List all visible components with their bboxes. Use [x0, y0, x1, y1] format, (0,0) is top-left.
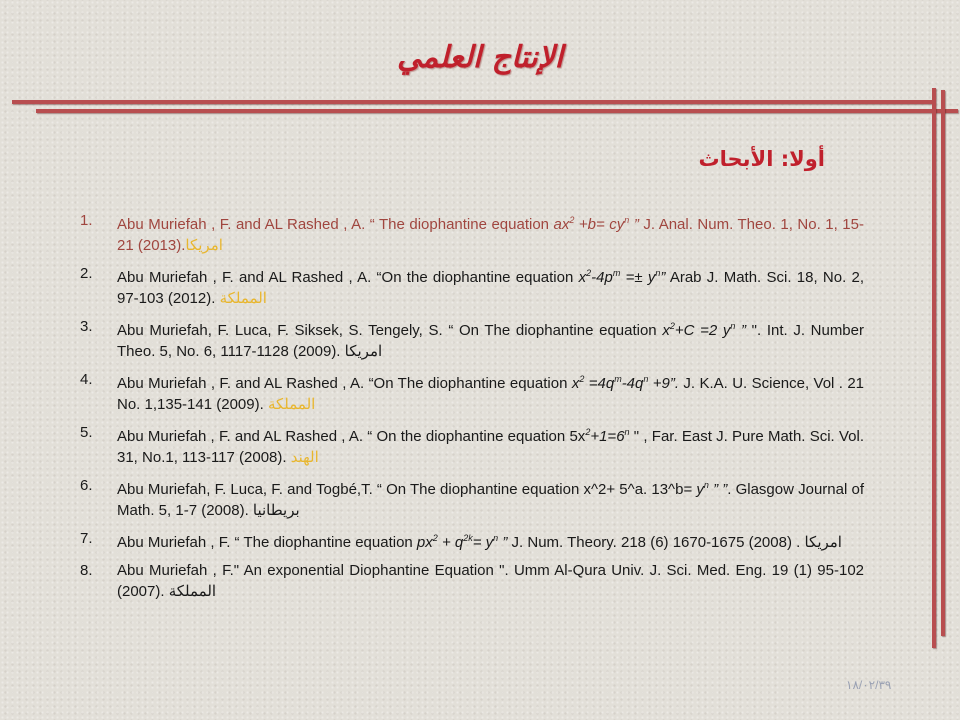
- formula-term: + q: [437, 534, 464, 551]
- formula-term: +1=6: [590, 428, 625, 445]
- reference-citation: Abu Muriefah, F. Luca, F. Siksek, S. Tengely, S. “ On The diophantine equation: [117, 322, 663, 339]
- equation-formula: [662, 322, 746, 339]
- formula-exponent: n: [703, 480, 709, 490]
- reference-journal: . Glasgow Journal of Math. 5, 1-7 (2008).: [117, 481, 864, 519]
- reference-journal: " , Far. East J. Pure Math. Sci. Vol. 31, No.1, 113-117 (2008).: [117, 428, 864, 466]
- reference-item: [80, 316, 864, 362]
- reference-journal: J. Num. Theory. 218 (6) 1670-1675 (2008) .: [507, 534, 805, 551]
- equation-formula: [585, 428, 629, 445]
- reference-journal: ". Int. J. Number Theo. 5, No. 6, 1117-1128 (2009).: [117, 322, 864, 360]
- reference-item: [80, 560, 864, 602]
- formula-exponent: n: [493, 533, 499, 543]
- reference-journal: Arab J. Math. Sci. 18, No. 2, 97-103 (2012).: [117, 269, 865, 307]
- slide-title: الإنتاج العلمي: [396, 40, 564, 75]
- reference-item: [80, 369, 864, 415]
- formula-term: =4q: [584, 375, 615, 392]
- reference-journal: J. Anal. Num. Theo. 1, No. 1, 15-21 (2013).: [117, 216, 864, 254]
- reference-text: [117, 528, 864, 553]
- publication-country: امريكا: [804, 534, 842, 551]
- reference-number: 7.: [80, 530, 93, 547]
- formula-term: = y: [472, 534, 494, 551]
- formula-term: px: [416, 534, 433, 551]
- formula-exponent: 2: [579, 374, 585, 384]
- slide-date: ١٨/٠٢/٣٩: [846, 678, 892, 692]
- reference-number: 5.: [80, 424, 93, 441]
- publication-country: المملكة: [168, 583, 217, 600]
- reference-number: 2.: [80, 265, 93, 282]
- publication-country: المملكة: [267, 396, 316, 413]
- reference-citation: Abu Muriefah , F. and AL Rashed , A. “ The diophantine equation: [117, 216, 554, 233]
- publication-country: امريكا: [185, 237, 223, 254]
- equation-formula: [572, 375, 679, 392]
- reference-number: 4.: [80, 371, 93, 388]
- reference-item: [80, 528, 864, 553]
- reference-item: [80, 422, 864, 468]
- reference-text: [117, 560, 864, 602]
- formula-term: ”: [735, 322, 747, 339]
- formula-term: ” ”: [708, 481, 728, 498]
- formula-exponent: n: [643, 374, 649, 384]
- publication-country: المملكة: [219, 290, 267, 307]
- equation-formula: [417, 534, 507, 551]
- formula-exponent: n: [655, 268, 661, 278]
- formula-exponent: 2: [585, 427, 591, 437]
- reference-number: 1.: [80, 212, 93, 229]
- formula-term: -4p: [591, 269, 613, 286]
- equation-formula: [579, 269, 666, 286]
- formula-term: ax: [553, 216, 570, 233]
- formula-term: +9”.: [648, 375, 680, 392]
- formula-exponent: n: [624, 215, 630, 225]
- reference-item: [80, 475, 864, 521]
- publication-country: بريطانيا: [252, 502, 300, 519]
- reference-number: 6.: [80, 477, 93, 494]
- decorative-rule-bottom: [36, 109, 958, 113]
- reference-item: [80, 263, 864, 309]
- formula-exponent: n: [730, 321, 736, 331]
- formula-term: ”: [629, 216, 639, 233]
- formula-exponent: m: [612, 268, 621, 278]
- formula-exponent: 2: [669, 321, 675, 331]
- formula-exponent: n: [624, 427, 630, 437]
- decorative-rule-vertical-right: [941, 90, 945, 636]
- formula-term: x: [662, 322, 670, 339]
- formula-term: x: [571, 375, 580, 392]
- formula-term: ”: [660, 269, 666, 286]
- formula-exponent: 2: [432, 533, 438, 543]
- reference-text: [117, 369, 864, 415]
- reference-text: [117, 263, 864, 309]
- section-heading: أولا: الأبحاث: [698, 147, 825, 171]
- reference-text: [117, 210, 864, 256]
- reference-citation: Abu Muriefah , F. and AL Rashed , A. “ On the diophantine equation 5x: [117, 428, 586, 445]
- formula-term: =± y: [620, 269, 656, 286]
- formula-term: y: [696, 481, 704, 498]
- decorative-rule-top: [12, 100, 932, 104]
- formula-term: ”: [498, 534, 508, 551]
- references-list: [80, 210, 864, 609]
- reference-item: [80, 210, 864, 256]
- reference-citation: Abu Muriefah , F." An exponential Diophantine Equation ". Umm Al-Qura Univ. J. Sci. Med. Eng. 19 (1) 95-102 (2007).: [117, 562, 864, 600]
- decorative-rule-vertical-left: [932, 88, 936, 648]
- formula-exponent: 2k: [463, 533, 473, 543]
- formula-exponent: m: [614, 374, 622, 384]
- reference-number: 3.: [80, 318, 93, 335]
- formula-exponent: 2: [569, 215, 575, 225]
- formula-term: +C =2 y: [674, 322, 731, 339]
- formula-term: -4q: [621, 375, 644, 392]
- reference-citation: Abu Muriefah, F. Luca, F. and Togbé,T. “ On The diophantine equation x^2+ 5^a. 13^b=: [117, 481, 697, 498]
- reference-text: [117, 422, 864, 468]
- reference-journal: J. K.A. U. Science, Vol . 21 No. 1,135-141 (2009).: [117, 375, 864, 413]
- equation-formula: [554, 216, 639, 233]
- publication-country: الهند: [290, 449, 319, 466]
- reference-text: [117, 475, 864, 521]
- publication-country: امريكا: [344, 343, 383, 360]
- equation-formula: [696, 481, 727, 498]
- reference-citation: Abu Muriefah , F. “ The diophantine equation: [117, 534, 417, 551]
- reference-citation: Abu Muriefah , F. and AL Rashed , A. “On the diophantine equation: [117, 269, 579, 286]
- formula-exponent: 2: [586, 268, 592, 278]
- formula-term: +b= cy: [574, 216, 625, 233]
- formula-term: x: [578, 269, 587, 286]
- reference-citation: Abu Muriefah , F. and AL Rashed , A. “On The diophantine equation: [117, 375, 572, 392]
- reference-text: [117, 316, 864, 362]
- reference-number: 8.: [80, 562, 93, 579]
